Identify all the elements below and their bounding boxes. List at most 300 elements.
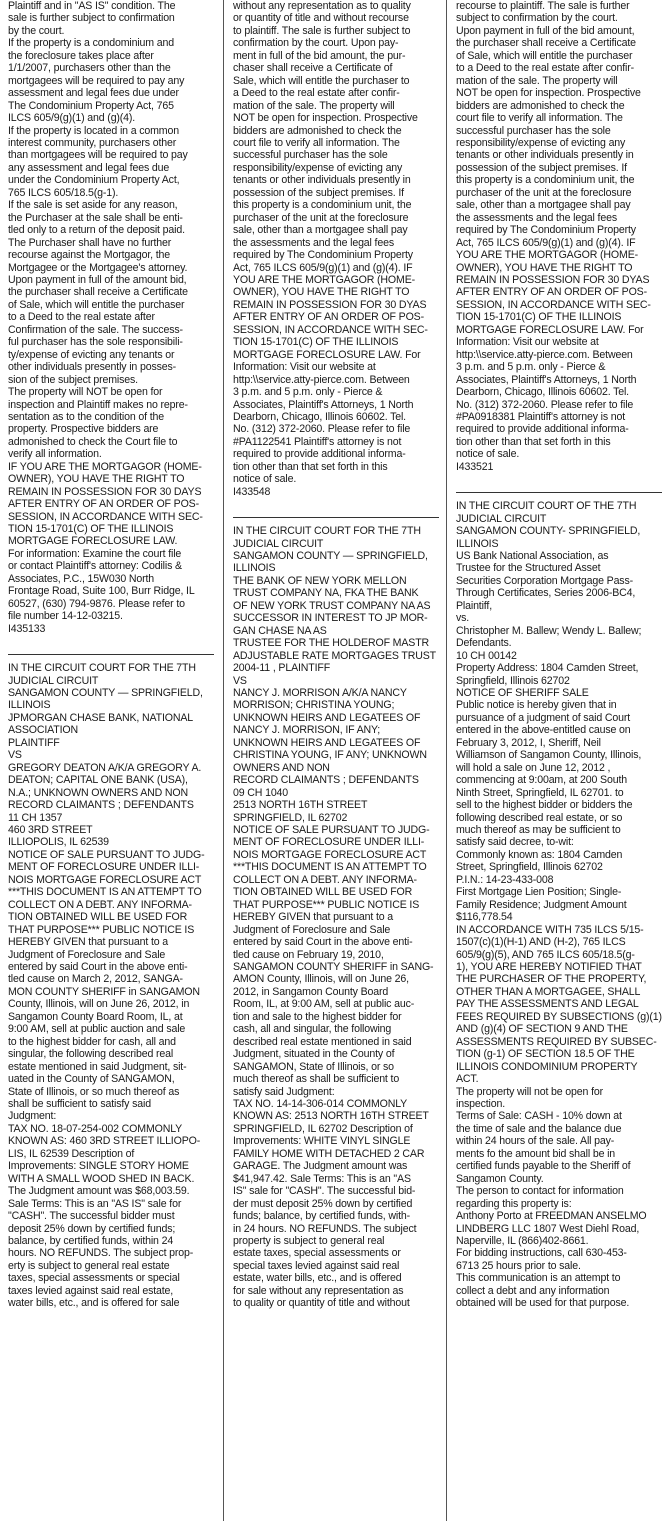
notice-line: THE PURCHASER OF THE PROPERTY,: [456, 973, 647, 986]
notice-line: successful purchaser has the sole: [456, 124, 611, 137]
notice-line: Sangamon County Board Room, IL, at: [8, 1010, 183, 1023]
notice-line: TRUSTEE FOR THE HOLDEROF MASTR: [233, 637, 430, 650]
notice-line: 1), YOU ARE HEREBY NOTIFIED THAT: [456, 960, 642, 973]
notice-line: 2012, in Sangamon County Board: [233, 985, 389, 998]
notice-line: ASSESSMENTS REQUIRED BY SUBSEC-: [456, 1035, 657, 1048]
notice-line: SANGAMON COUNTY- SPRINGFIELD,: [456, 525, 641, 538]
notice-line: HEREBY GIVEN that pursuant to a: [233, 911, 394, 924]
notice-line: OF NEW YORK TRUST COMPANY NA AS: [233, 599, 431, 612]
notice-text-block: [456, 500, 662, 1309]
notice-line: Dearborn, Chicago, Illinois 60602. Tel.: [456, 386, 629, 399]
notice-line: #PA1122541 Plaintiff's attorney is not: [233, 435, 402, 448]
notice-line: Act, 765 ILCS 605/9(g)(1) and (g)(4). IF: [456, 236, 636, 249]
notice-line: UNKNOWN HEIRS AND LEGATEES OF: [233, 736, 421, 749]
notice-line: court file to verify all information. The: [233, 136, 400, 149]
notice-line: RECORD CLAIMANTS ; DEFENDANTS: [8, 799, 194, 812]
notice-line: Anthony Porto at FREEDMAN ANSELMO: [456, 1210, 647, 1223]
notice-line: VS: [233, 674, 247, 687]
notice-line: erty is subject to general real estate: [8, 1259, 170, 1272]
notice-line: regarding this property is:: [456, 1197, 572, 1210]
notice-line: collect a debt and any information: [456, 1284, 610, 1297]
notice-line: this property is a condominium unit, the: [233, 199, 412, 212]
notice-line: Room, IL, at 9:00 AM, sell at public auc-: [233, 998, 415, 1011]
notice-line: Williamson of Sangamon County, Illinois,: [456, 749, 642, 762]
notice-line: IN THE CIRCUIT COURT FOR THE 7TH: [233, 525, 421, 538]
notice-line: inspection.: [456, 1097, 505, 1110]
notice-line: will hold a sale on June 12, 2012 ,: [456, 761, 611, 774]
notice-line: Family Residence; Judgment Amount: [456, 898, 627, 911]
notice-spacer: [233, 498, 439, 510]
notice-line: Confirmation of the sale. The success-: [8, 323, 183, 336]
notice-line: required to provide additional informa-: [233, 448, 406, 461]
notice-line: NOT be open for inspection. Prospective: [233, 112, 418, 125]
notice-line: COLLECT ON A DEBT. ANY INFORMA-: [8, 898, 192, 911]
notice-line: SANGAMON, State of Illinois, or so: [233, 1060, 394, 1073]
notice-line: SESSION, IN ACCORDANCE WITH SEC-: [456, 298, 651, 311]
notice-line: notice of sale.: [233, 473, 297, 486]
notice-line: following described real estate, or so: [456, 811, 623, 824]
notice-line: SANGAMON COUNTY — SPRINGFIELD,: [233, 550, 428, 563]
notice-line: Through Certificates, Series 2006-BC4,: [456, 587, 636, 600]
notice-line: much thereof as shall be sufficient to: [233, 1073, 400, 1086]
notice-line: subject to confirmation by the court.: [456, 12, 618, 25]
notice-line: Upon payment in full of the amount bid,: [8, 273, 187, 286]
notice-line: satisfy said Judgment:: [233, 1085, 335, 1098]
notice-line: Naperville, IL (866)402-8661.: [456, 1234, 589, 1247]
notice-line: estate mentioned in said Judgment, sit-: [8, 1060, 187, 1073]
notice-line: Mortgagee or the Mortgagee's attorney.: [8, 261, 188, 274]
notice-line: FEES REQUIRED BY SUBSECTIONS (g)(1): [456, 1010, 662, 1023]
notice-line: OWNER), YOU HAVE THE RIGHT TO: [456, 261, 633, 274]
notice-line: YOU ARE THE MORTGAGOR (HOME-: [233, 273, 415, 286]
notice-line: KNOWN AS: 460 3RD STREET ILLIOPO-: [8, 1135, 201, 1148]
notice-line: MENT OF FORECLOSURE UNDER ILLI-: [8, 861, 200, 874]
notice-line: obtained will be used for that purpose.: [456, 1297, 630, 1310]
notice-line: The Judgment amount was $68,003.59.: [8, 1185, 190, 1198]
notice-line: SANGAMON COUNTY — SPRINGFIELD,: [8, 687, 203, 700]
notice-line: any assessment and legal fees due: [8, 161, 170, 174]
notice-line: County, Illinois, will on June 26, 2012, in: [8, 998, 190, 1011]
notice-line: ILLINOIS: [8, 699, 51, 712]
notice-line: Plaintiff and in "AS IS" condition. The: [8, 0, 176, 12]
notice-line: MENT OF FORECLOSURE UNDER ILLI-: [233, 836, 425, 849]
notice-line: COLLECT ON A DEBT. ANY INFORMA-: [233, 873, 417, 886]
notice-line: ADJUSTABLE RATE MORTGAGES TRUST: [233, 649, 436, 662]
notice-line: MON COUNTY SHERIFF in SANGAMON: [8, 985, 200, 998]
notice-line: VS: [8, 749, 22, 762]
notice-line: entered by said Court in the above enti-: [8, 960, 188, 973]
notice-line: Associates, P.C., 15W030 North: [8, 572, 155, 585]
notice-line: TAX NO. 14-14-306-014 COMMONLY: [233, 1097, 408, 1110]
notice-line: without any representation as to quality: [233, 0, 411, 12]
notice-line: The Condominium Property Act, 765: [8, 99, 174, 112]
notice-line: recourse to plaintiff. The sale is further: [456, 0, 630, 12]
notice-line: TAX NO. 18-07-254-002 COMMONLY: [8, 1122, 183, 1135]
notice-line: SESSION, IN ACCORDANCE WITH SEC-: [8, 510, 203, 523]
notice-line: deposit 25% down by certified funds;: [8, 1222, 176, 1235]
notice-line: possession of the subject premises. If: [456, 161, 627, 174]
column-divider-1: [223, 0, 224, 1521]
notice-line: NANCY J. MORRISON A/K/A NANCY: [233, 687, 407, 700]
notice-line: taxes, special assessments or special: [8, 1272, 180, 1285]
notice-line: GARAGE. The Judgment amount was: [233, 1160, 408, 1173]
notice-line: court file to verify all information. The: [456, 112, 623, 125]
notice-line: uated in the County of SANGAMON,: [8, 1073, 175, 1086]
notice-separator-rule: [233, 517, 439, 518]
notice-line: Plaintiff,: [456, 599, 492, 612]
notice-line: Defendants.: [456, 637, 512, 650]
notice-line: this property is a condominium unit, the: [456, 174, 635, 187]
notice-line: 60527, (630) 794-9876. Please refer to: [8, 597, 185, 610]
notice-line: possession of the subject premises. If: [233, 186, 404, 199]
notice-line: #PA0918381 Plaintiff's attorney is not: [456, 410, 626, 423]
notice-line: satisfy said decree, to-wit:: [456, 836, 574, 849]
notice-line: Judgment of Foreclosure and Sale: [233, 923, 391, 936]
notice-line: tenants or other individuals presently in: [233, 174, 411, 187]
notice-line: ILCS 605/9(g)(1) and (g)(4).: [8, 112, 136, 125]
notice-line: OWNER), YOU HAVE THE RIGHT TO: [233, 286, 410, 299]
notice-line: SANGAMON COUNTY SHERIFF in SANG-: [233, 960, 434, 973]
notice-line: February 3, 2012, I, Sheriff, Neil: [456, 736, 601, 749]
notice-line: the Purchaser at the sale shall be enti-: [8, 211, 183, 224]
notice-line: singular, the following described real: [8, 1048, 174, 1061]
notice-line: IN THE CIRCUIT COURT OF THE 7TH: [456, 500, 637, 513]
notice-line: The property will not be open for: [456, 1085, 603, 1098]
notice-line: cash, all and singular, the following: [233, 1023, 392, 1036]
notice-line: TION 15-1701(C) OF THE ILLINOIS: [233, 336, 399, 349]
notice-line: ful purchaser has the sole responsibili-: [8, 336, 183, 349]
notice-line: State of Illinois, or so much thereof as: [8, 1085, 180, 1098]
notice-line: responsibility/expense of evicting any: [233, 161, 403, 174]
column-1: [8, 0, 214, 1521]
notice-line: ***THIS DOCUMENT IS AN ATTEMPT TO: [233, 861, 427, 874]
notice-line: mation of the sale. The property will: [456, 74, 618, 87]
notice-line: ILLINOIS: [456, 537, 499, 550]
notice-line: inspection and Plaintiff makes no repre-: [8, 398, 188, 411]
notice-line: required by The Condominium Property: [456, 224, 636, 237]
notice-line: If the property is a condominium and: [8, 37, 174, 50]
notice-line: required by The Condominium Property: [233, 249, 413, 262]
notice-line: NOIS MORTGAGE FORECLOSURE ACT: [233, 848, 427, 861]
notice-line: commencing at 9:00am, at 200 South: [456, 774, 627, 787]
notice-line: MORTGAGE FORECLOSURE LAW.: [8, 535, 178, 548]
notice-line: 3 p.m. and 5 p.m. only - Pierce &: [456, 361, 606, 374]
notice-line: OWNERS AND NON: [233, 761, 330, 774]
notice-line: in 24 hours. NO REFUNDS. The subject: [233, 1222, 417, 1235]
notice-line: Judgment, situated in the County of: [233, 1048, 395, 1061]
notice-line: responsibility/expense of evicting any: [456, 136, 626, 149]
notice-line: sell to the highest bidder or bidders the: [456, 799, 633, 812]
notice-line: GAN CHASE NA AS: [233, 624, 327, 637]
notice-line: Improvements: SINGLE STORY HOME: [8, 1160, 189, 1173]
notice-line: mortgagees will be required to pay any: [8, 74, 185, 87]
notice-line: IS" sale for "CASH". The successful bid-: [233, 1185, 416, 1198]
notice-line: I433521: [456, 460, 494, 473]
notice-line: der must deposit 25% down by certified: [233, 1197, 413, 1210]
notice-line: 460 3RD STREET: [8, 824, 93, 836]
notice-line: TION OBTAINED WILL BE USED FOR: [233, 886, 413, 899]
notice-line: Judgment of Foreclosure and Sale: [8, 948, 166, 961]
notice-line: bidders are admonished to check the: [456, 99, 625, 112]
notice-line: REMAIN IN POSSESSION FOR 30 DYAS: [233, 298, 427, 311]
notice-line: than mortgagees will be required to pay: [8, 149, 188, 162]
notice-line: AFTER ENTRY OF AN ORDER OF POS-: [8, 498, 199, 511]
notice-line: a Deed to the real estate after confir-: [233, 87, 400, 100]
notice-line: IN THE CIRCUIT COURT FOR THE 7TH: [8, 662, 196, 675]
notice-line: ILLIOPOLIS, IL 62539: [8, 836, 109, 849]
notice-line: Dearborn, Chicago, Illinois 60602. Tel.: [233, 410, 406, 423]
notice-line: the purchaser shall receive a Certificate: [456, 37, 636, 50]
notice-line: taxes levied against said real estate,: [8, 1284, 174, 1297]
notice-line: PLAINTIFF: [8, 736, 60, 749]
notice-line: AND (g)(4) OF SECTION 9 AND THE: [456, 1023, 628, 1036]
notice-line: ty/expense of evicting any tenants or: [8, 348, 175, 361]
notice-line: $116,778.54: [456, 911, 513, 924]
notice-line: AFTER ENTRY OF AN ORDER OF POS-: [456, 286, 647, 299]
column-divider-2: [446, 0, 447, 1521]
notice-line: MORTGAGE FORECLOSURE LAW. For: [456, 323, 644, 336]
notice-line: P.I.N.: 14-23-433-008: [456, 873, 554, 886]
notice-line: 605/9(g)(5), AND 765 ILCS 605/18.5(g-: [456, 948, 635, 961]
notice-line: FAMILY HOME WITH DETACHED 2 CAR: [233, 1147, 425, 1160]
notice-line: property is subject to general real: [233, 1234, 385, 1247]
notice-line: within 24 hours of the sale. All pay-: [456, 1135, 615, 1148]
notice-line: TION (g-1) OF SECTION 18.5 OF THE: [456, 1048, 635, 1061]
notice-line: entered in the above-entitled cause on: [456, 724, 631, 737]
notice-line: admonished to check the Court file to: [8, 435, 178, 448]
notice-line: 6713 25 hours prior to sale.: [456, 1259, 581, 1272]
notice-line: TRUST COMPANY NA, FKA THE BANK: [233, 587, 419, 600]
notice-line: to a Deed to the real estate after confir-: [456, 62, 635, 75]
notice-text-block: [233, 525, 439, 1310]
notice-line: PAY THE ASSESSMENTS AND LEGAL: [456, 998, 639, 1011]
notice-line: The property will NOT be open for: [8, 386, 163, 399]
notice-text-block: [8, 0, 214, 635]
notice-line: vs.: [456, 612, 470, 625]
notice-line: 1/1/2007, purchasers other than the: [8, 62, 171, 75]
notice-line: interest community, purchasers other: [8, 136, 177, 149]
notice-line: for sale without any representation as: [233, 1284, 404, 1297]
notice-line: Springfield, Illinois 62702: [456, 674, 570, 687]
notice-line: TION 15-1701(C) OF THE ILLINOIS: [8, 523, 174, 536]
notice-line: Sangamon County.: [456, 1172, 544, 1185]
notice-line: the foreclosure takes place after: [8, 49, 154, 62]
column-2: [233, 0, 439, 1521]
notice-line: AFTER ENTRY OF AN ORDER OF POS-: [233, 311, 424, 324]
notice-line: recourse against the Mortgagor, the: [8, 249, 170, 262]
notice-line: assessment and legal fees due under: [8, 87, 179, 100]
notice-line: water bills, etc., and is offered for sale: [8, 1297, 180, 1310]
notice-line: No. (312) 372-2060. Please refer to file: [233, 423, 411, 436]
notice-line: or quantity of title and without recourse: [233, 12, 409, 25]
notice-separator-rule: [456, 492, 662, 493]
notice-line: Ninth Street, Springfield, IL 62701. to: [456, 786, 624, 799]
notice-line: US Bank National Association, as: [456, 550, 609, 563]
notice-line: sale, other than a mortgagee shall pay: [233, 224, 408, 237]
notice-line: tion and sale to the highest bidder for: [233, 1010, 402, 1023]
notice-line: ment in full of the bid amount, the pur-: [233, 49, 406, 62]
notice-line: NOT be open for inspection. Prospective: [456, 87, 641, 100]
notice-line: 09 CH 1040: [233, 786, 289, 799]
notice-line: sentation as to the condition of the: [8, 410, 164, 423]
notice-line: SUCCESSOR IN INTEREST TO JP MOR-: [233, 612, 428, 625]
notice-text-block: [233, 0, 439, 498]
notice-line: If the property is located in a common: [8, 124, 179, 137]
notice-line: NOTICE OF SALE PURSUANT TO JUDG-: [8, 848, 205, 861]
notice-line: to a Deed to the real estate after: [8, 311, 155, 324]
notice-line: Act, 765 ILCS 605/9(g)(1) and (g)(4). IF: [233, 261, 413, 274]
notice-line: estate, water bills, etc., and is offered: [233, 1272, 402, 1285]
notice-line: sale, other than a mortgagee shall pay: [456, 199, 631, 212]
notice-line: Christopher M. Ballew; Wendy L. Ballew;: [456, 624, 642, 637]
notice-line: tled only to a return of the deposit paid.: [8, 224, 185, 237]
notice-line: ILLINOIS CONDOMINIUM PROPERTY: [456, 1060, 638, 1073]
notice-line: to the highest bidder for cash, all and: [8, 1035, 176, 1048]
notice-line: the purchaser shall receive a Certificate: [8, 286, 188, 299]
notice-line: purchaser of the unit at the foreclosure: [233, 211, 409, 224]
notice-line: HEREBY GIVEN that pursuant to a: [8, 936, 169, 949]
notice-line: Associates, Plaintiff's Attorneys, 1 North: [456, 373, 637, 386]
notice-line: tled cause on February 19, 2010,: [233, 948, 384, 961]
notice-line: pursuance of a judgment of said Court: [456, 711, 631, 724]
notice-line: TION OBTAINED WILL BE USED FOR: [8, 911, 188, 924]
notice-line: Sale, which will entitle the purchaser to: [233, 74, 410, 87]
notice-line: 9:00 AM, sell at public auction and sale: [8, 1023, 186, 1036]
notice-line: WITH A SMALL WOOD SHED IN BACK.: [8, 1172, 195, 1185]
notice-line: IF YOU ARE THE MORTGAGOR (HOME-: [8, 460, 202, 473]
notice-line: Upon payment in full of the bid amount,: [456, 24, 635, 37]
notice-line: mation of the sale. The property will: [233, 99, 395, 112]
notice-line: KNOWN AS: 2513 NORTH 16TH STREET: [233, 1110, 429, 1123]
notice-line: funds; balance, by certified funds, with-: [233, 1210, 410, 1223]
notice-line: tion other than that set forth in this: [233, 460, 388, 473]
notice-line: or contact Plaintiff's attorney: Codilis &: [8, 560, 182, 573]
notice-line: shall be sufficient to satisfy said: [8, 1097, 151, 1110]
notice-line: ments fo the amount bid shall be in: [456, 1147, 616, 1160]
notice-line: Information: Visit our website at: [456, 336, 599, 349]
notice-line: sion of the subject premises.: [8, 373, 138, 386]
notice-line: by the court.: [8, 24, 65, 37]
notice-line: confirmation by the court. Upon pay-: [233, 37, 399, 50]
notice-line: The Purchaser shall have no further: [8, 236, 172, 249]
notice-line: purchaser of the unit at the foreclosure: [456, 186, 632, 199]
notice-line: Public notice is hereby given that in: [456, 699, 617, 712]
notice-line: 2004-11 , PLAINTIFF: [233, 662, 331, 675]
notice-line: REMAIN IN POSSESSION FOR 30 DAYS: [8, 485, 202, 498]
notice-line: ACT.: [456, 1073, 479, 1086]
notice-spacer: [8, 635, 214, 647]
notice-line: THAT PURPOSE*** PUBLIC NOTICE IS: [233, 898, 420, 911]
notice-line: Property Address: 1804 Camden Street,: [456, 662, 639, 675]
notice-line: I433548: [233, 485, 271, 498]
notice-line: JUDICIAL CIRCUIT: [233, 537, 324, 550]
notice-line: the assessments and the legal fees: [233, 236, 394, 249]
column-3: [456, 0, 662, 1521]
notice-line: MORTGAGE FORECLOSURE LAW. For: [233, 348, 421, 361]
notice-line: Judgment:: [8, 1110, 57, 1123]
notice-line: sale is further subject to confirmation: [8, 12, 175, 25]
notice-line: special taxes levied against said real: [233, 1259, 400, 1272]
notice-line: much thereof as may be sufficient to: [456, 824, 621, 836]
notice-line: certified funds payable to the Sheriff of: [456, 1160, 631, 1173]
notice-line: OTHER THAN A MORTGAGEE, SHALL: [456, 985, 641, 998]
notice-line: verify all information.: [8, 448, 102, 461]
notice-line: N.A.; UNKNOWN OWNERS AND NON: [8, 786, 189, 799]
notice-line: RECORD CLAIMANTS ; DEFENDANTS: [233, 774, 419, 787]
notice-line: under the Condominium Property Act,: [8, 174, 180, 187]
notice-line: CHRISTINA YOUNG, IF ANY; UNKNOWN: [233, 749, 427, 762]
notice-line: notice of sale.: [456, 448, 520, 461]
notice-line: ASSOCIATION: [8, 724, 78, 737]
notice-line: entered by said Court in the above enti-: [233, 936, 413, 949]
notice-line: JUDICIAL CIRCUIT: [8, 674, 99, 687]
notice-line: Trustee for the Structured Asset: [456, 562, 601, 575]
notice-line: required to provide additional informa-: [456, 423, 629, 436]
notice-line: 765 ILCS 605/18.5(g-1).: [8, 186, 119, 199]
notice-line: I435133: [8, 622, 46, 635]
notice-line: tion other than that set forth in this: [456, 435, 611, 448]
notice-line: The person to contact for information: [456, 1185, 624, 1198]
notice-line: SESSION, IN ACCORDANCE WITH SEC-: [233, 323, 428, 336]
notice-line: http:\\service.atty-pierce.com. Between: [456, 348, 633, 361]
notice-line: UNKNOWN HEIRS AND LEGATEES OF: [233, 711, 421, 724]
notice-line: This communication is an attempt to: [456, 1272, 621, 1285]
notice-line: Terms of Sale: CASH - 10% down at: [456, 1110, 622, 1123]
notice-line: If the sale is set aside for any reason,: [8, 199, 178, 212]
notice-line: TION 15-1701(C) OF THE ILLINOIS: [456, 311, 622, 324]
notice-line: Securities Corporation Mortgage Pass-: [456, 574, 633, 587]
notice-line: bidders are admonished to check the: [233, 124, 402, 137]
notice-line: ILLINOIS: [233, 562, 276, 575]
notice-line: GREGORY DEATON A/K/A GREGORY A.: [8, 761, 202, 774]
notice-line: Street, Springfield, Illinois 62702: [456, 861, 603, 874]
notice-line: Information: Visit our website at: [233, 361, 376, 374]
notice-line: For bidding instructions, call 630-453-: [456, 1247, 627, 1260]
notice-line: ***THIS DOCUMENT IS AN ATTEMPT TO: [8, 886, 202, 899]
notice-line: to quality or quantity of title and without: [233, 1297, 410, 1310]
notice-line: of Sale, which will entitle the purchaser: [456, 49, 633, 62]
notice-line: Sale Terms: This is an "AS IS" sale for: [8, 1197, 182, 1210]
notice-line: YOU ARE THE MORTGAGOR (HOME-: [456, 249, 638, 262]
notice-line: JPMORGAN CHASE BANK, NATIONAL: [8, 711, 193, 724]
notice-line: AMON County, Illinois, will on June 26,: [233, 973, 409, 986]
notice-line: of Sale, which will entitle the purchaser: [8, 298, 185, 311]
notice-line: NOTICE OF SALE PURSUANT TO JUDG-: [233, 824, 430, 836]
notice-line: chaser shall receive a Certificate of: [233, 62, 393, 75]
notice-line: Commonly known as: 1804 Camden: [456, 848, 623, 861]
notice-line: Frontage Road, Suite 100, Burr Ridge, IL: [8, 585, 195, 598]
notice-line: MORRISON; CHRISTINA YOUNG;: [233, 699, 395, 712]
notice-line: For information: Examine the court file: [8, 547, 182, 560]
notice-line: "CASH". The successful bidder must: [8, 1210, 175, 1223]
notice-text-block: [8, 662, 214, 1310]
notice-line: 3 p.m. and 5 p.m. only - Pierce &: [233, 386, 383, 399]
notice-line: $41,947.42. Sale Terms: This is an "AS: [233, 1172, 411, 1185]
notice-line: successful purchaser has the sole: [233, 149, 388, 162]
notice-line: other individuals presently in posses-: [8, 361, 177, 374]
notice-line: NOTICE OF SHERIFF SALE: [456, 687, 589, 700]
notice-line: SPRINGFIELD, IL 62702: [233, 811, 348, 824]
notice-line: property. Prospective bidders are: [8, 423, 159, 436]
notice-line: balance, by certified funds, within 24: [8, 1234, 174, 1247]
notice-line: http:\\service.atty-pierce.com. Between: [233, 373, 410, 386]
notice-line: tled cause on March 2, 2012, SANGA-: [8, 973, 183, 986]
notice-line: First Mortgage Lien Position; Single-: [456, 886, 622, 899]
notice-line: Associates, Plaintiff's Attorneys, 1 North: [233, 398, 414, 411]
notice-line: 10 CH 00142: [456, 649, 517, 662]
notice-line: the time of sale and the balance due: [456, 1122, 622, 1135]
notice-line: No. (312) 372-2060. Please refer to file: [456, 398, 634, 411]
